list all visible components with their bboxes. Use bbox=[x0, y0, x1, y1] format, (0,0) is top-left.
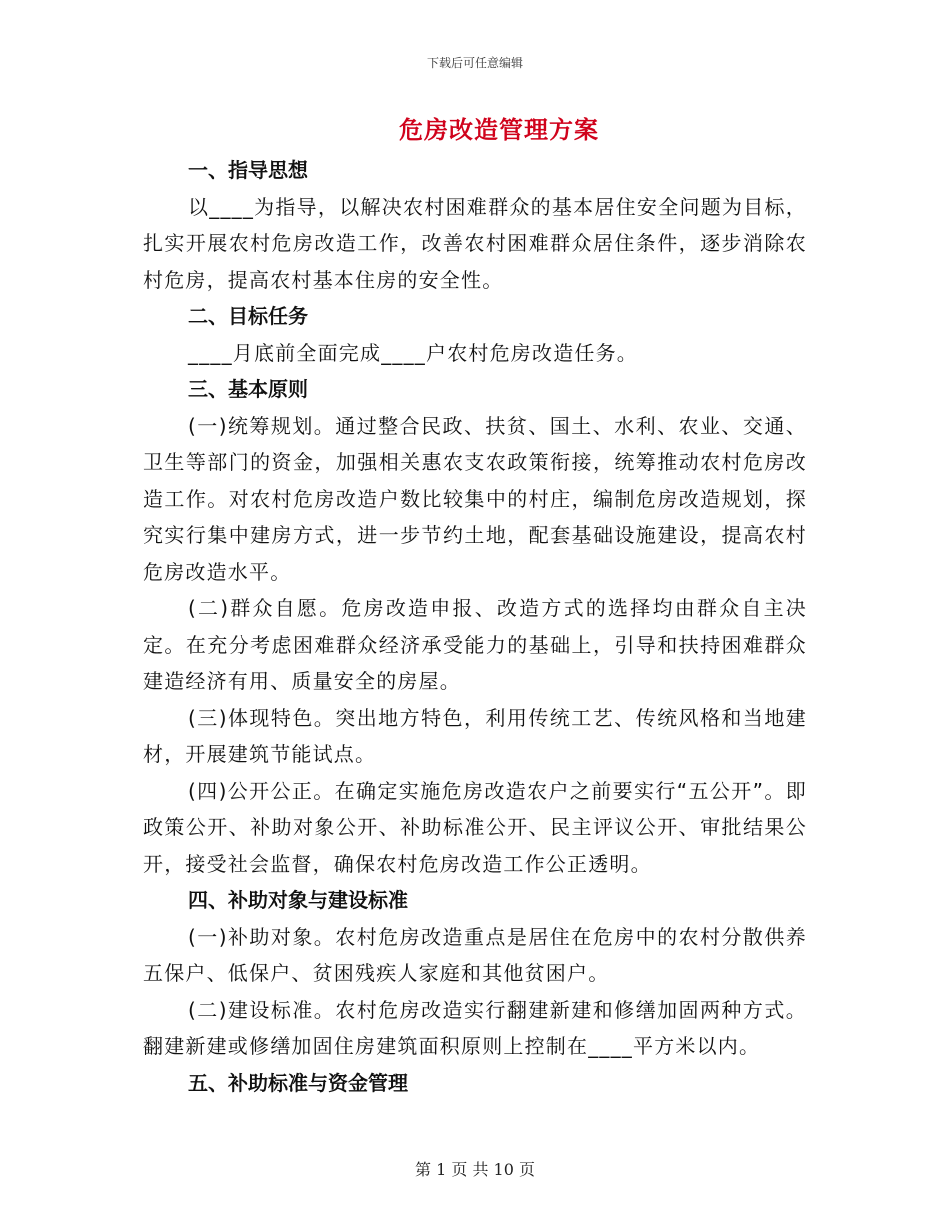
section-heading-2: 二、目标任务 bbox=[188, 304, 308, 328]
document-title: 危房改造管理方案 bbox=[399, 116, 599, 144]
section-3-paragraph-2: (二)群众自愿。危房改造申报、改造方式的选择均由群众自主决定。在充分考虑困难群众经济承受能力的基础上，引导和扶持困难群众建造经济有用、质量安全的房屋。 bbox=[143, 596, 807, 693]
section-heading-5: 五、补助标准与资金管理 bbox=[188, 1070, 408, 1095]
section-2-paragraph-1: ____月底前全面完成____户农村危房改造任务。 bbox=[188, 340, 638, 365]
section-4-paragraph-1: (一)补助对象。农村危房改造重点是居住在危房中的农村分散供养五保户、低保户、贫困残疾人家庭和其他贫困户。 bbox=[143, 924, 807, 985]
document-body bbox=[143, 152, 807, 1101]
section-3-paragraph-4: (四)公开公正。在确定实施危房改造农户之前要实行“五公开”。即政策公开、补助对象公开、补助标准公开、民主评议公开、审批结果公开，接受社会监督，确保农村危房改造工作公正透明。 bbox=[143, 778, 807, 876]
section-heading-4: 四、补助对象与建设标准 bbox=[188, 888, 408, 912]
section-4-paragraph-2: (二)建设标准。农村危房改造实行翻建新建和修缮加固两种方式。翻建新建或修缮加固住房建筑面积原则上控制在____平方米以内。 bbox=[143, 997, 807, 1058]
section-3-paragraph-1: (一)统筹规划。通过整合民政、扶贫、国土、水利、农业、交通、卫生等部门的资金，加强相关惠农支农政策衔接，统筹推动农村危房改造工作。对农村危房改造户数比较集中的村庄，编制危房改造规划，探究实行集中建房方式，进一步节约土地，配套基础设施建设，提高农村危房改造水平。 bbox=[143, 413, 807, 584]
page-footer: 第 1 页 共 10 页 bbox=[415, 1160, 535, 1179]
section-heading-1: 一、指导思想 bbox=[188, 158, 308, 182]
section-heading-3: 三、基本原则 bbox=[188, 377, 308, 401]
header-watermark: 下载后可任意编辑 bbox=[426, 56, 523, 70]
section-1-paragraph-1: 以____为指导，以解决农村困难群众的基本居住安全问题为目标，扎实开展农村危房改造工作，改善农村困难群众居住条件，逐步消除农村危房，提高农村基本住房的安全性。 bbox=[143, 194, 807, 292]
section-3-paragraph-3: (三)体现特色。突出地方特色，利用传统工艺、传统风格和当地建材，开展建筑节能试点。 bbox=[143, 705, 807, 766]
